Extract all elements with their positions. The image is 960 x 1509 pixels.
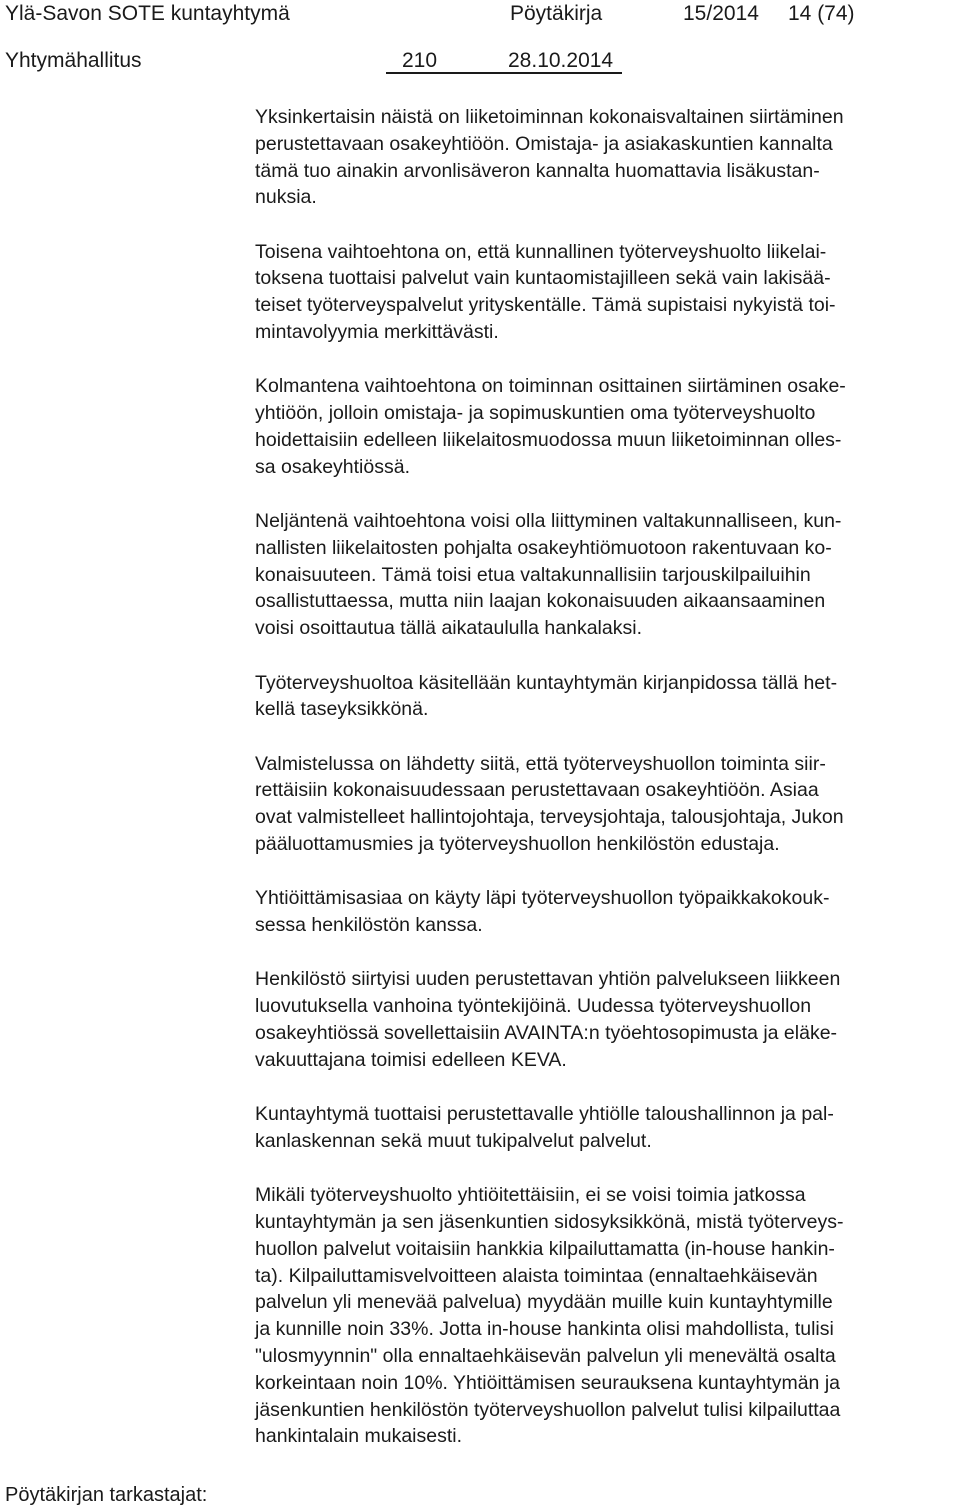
paragraph: Toisena vaihtoehtona on, että kunnallinen työterveyshuolto liikelai- toksena tuottaisi palvelut vain kuntaomistajilleen sekä vain lakisää- teiset työterveyspalvelut yrityskentälle. Tämä supistaisi nykyistä toi- mintavolyymia merkittävästi. xyxy=(255,240,836,344)
meeting-date: 28.10.2014 xyxy=(508,49,614,72)
paragraph: Yksinkertaisin näistä on liiketoiminnan kokonaisvaltainen siirtäminen perustettavaan osakeyhtiöön. Omistaja- ja asiakaskuntien kannalta tämä tuo ainakin arvonlisäveron kannalta huomattavia lisäkustan- nuksia. xyxy=(255,106,844,209)
organization-name: Ylä-Savon SOTE kuntayhtymä xyxy=(5,2,290,25)
page-info: 14 (74) xyxy=(788,2,855,25)
document-body xyxy=(255,104,955,1478)
paragraph: Työterveyshuoltoa käsitellään kuntayhtymän kirjanpidossa tällä het- kellä taseyksikkönä. xyxy=(255,671,838,721)
document-number: 15/2014 xyxy=(683,2,759,25)
header-underline xyxy=(386,72,622,74)
minutes-reviewers-label: Pöytäkirjan tarkastajat: xyxy=(5,1484,208,1506)
paragraph: Valmistelussa on lähdetty siitä, että työterveyshuollon toiminta siir- rettäisiin kokonaisuudessaan perustettavaan osakeyhtiöön. Asiaa ovat valmistelleet hallintojohtaja, terveysjohtaja, talousjohtaja, Jukon pääluottamusmies ja työterveyshuollon henkilöstön edustaja. xyxy=(255,752,844,856)
paragraph: Kolmantena vaihtoehtona on toiminnan osittainen siirtäminen osake- yhtiöön, jolloin omistaja- ja sopimuskuntien oma työterveyshuolto hoidettaisiin edelleen liikelaitosmuodossa muun liiketoiminnan olles- sa osakeyhtiössä. xyxy=(255,375,846,478)
section-number: 210 xyxy=(402,49,438,72)
paragraph: Mikäli työterveyshuolto yhtiöitettäisiin, ei se voisi toimia jatkossa kuntayhtymän ja sen jäsenkuntien sidosyksikkönä, mistä työterveys- huollon palvelut voitaisiin hankkia kilpailuttamatta (in-house hankin- ta). Kilpailuttamisvelvoitteen alaista toimintaa (ennaltaehkäisevän palvelun yli menevää palvelua) myydään muille kuin kuntayhtymille ja kunnille noin 33%. Jotta in-house hankinta olisi mahdollista, tulisi "ulosmyynnin" olla ennaltaehkäisevän palvelun yli menevältä osalta korkeintaan noin 10%. Yhtiöittämisen seurauksena kuntayhtymän ja jäsenkuntien henkilöstön työterveyshuollon palvelut tulisi kilpailuttaa hankintalain mukaisesti. xyxy=(255,1184,844,1448)
paragraph: Kuntayhtymä tuottaisi perustettavalle yhtiölle taloushallinnon ja pal- kanlaskennan sekä muut tukipalvelut palvelut. xyxy=(255,1103,834,1152)
paragraph: Yhtiöittämisasiaa on käyty läpi työterveyshuollon työpaikkakokouk- sessa henkilöstön kanssa. xyxy=(255,887,830,937)
governing-body: Yhtymähallitus xyxy=(5,49,142,72)
paragraph: Henkilöstö siirtyisi uuden perustettavan yhtiön palvelukseen liikkeen luovutuksella vanhoina työntekijöinä. Uudessa työterveyshuollon osakeyhtiössä sovellettaisiin AVAINTA:n työehtosopimusta ja eläke- vakuuttajana toimisi edelleen KEVA. xyxy=(255,968,841,1071)
paragraph: Neljäntenä vaihtoehtona voisi olla liittyminen valtakunnalliseen, kun- nallisten liikelaitosten pohjalta osakeyhtiömuotoon rakentuvaan ko- konaisuuteen. Tämä toisi etua valtakunnallisiin tarjouskilpailuihin osallistuttaessa, mutta niin laajan kokonaisuuden aikaansaaminen voisi osoittautua tällä aikataululla hankalaksi. xyxy=(255,510,842,640)
document-type: Pöytäkirja xyxy=(510,2,603,25)
